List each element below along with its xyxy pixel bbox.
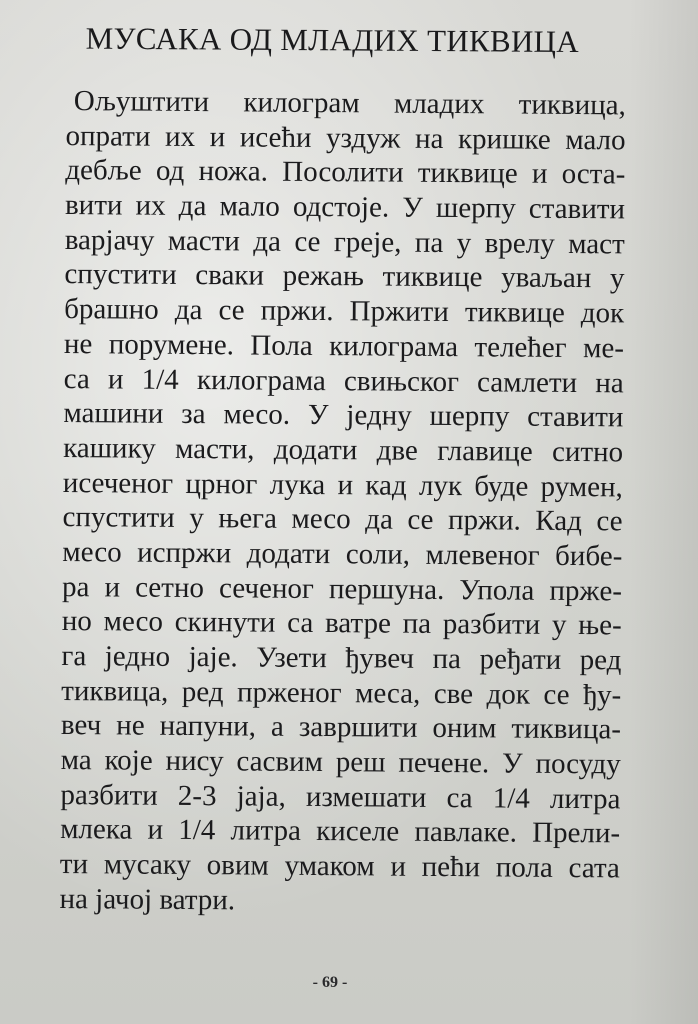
text-line: разбити 2-3 јаја, измешати са 1/4 литра xyxy=(60,778,621,816)
text-line: ма које нису сасвим реш печене. У посуду xyxy=(60,744,621,781)
text-line: ра и сетно сеченог першуна. Упола пржe- xyxy=(61,570,623,608)
text-line: исеченог црног лука и кад лук буде румен, xyxy=(62,466,623,503)
text-line: вити их да мало одстоје. У шерпу ставити xyxy=(64,189,626,226)
page-number: - 69 - xyxy=(312,974,348,991)
text-line: млека и 1/4 литра киселе павлаке. Прели- xyxy=(60,813,621,850)
text-line: дебље од ножа. Посолити тиквице и оста- xyxy=(65,154,626,191)
recipe-title: МУСАКА ОД МЛАДИХ ТИКВИЦА xyxy=(85,20,580,60)
text-line: веч не напуни, а завршити оним тиквица- xyxy=(60,709,622,746)
recipe-body xyxy=(59,84,626,921)
text-line: брашно да се пржи. Пржити тиквице док xyxy=(64,293,625,330)
text-line: Ољуштити килограм младих тиквица, xyxy=(73,85,626,122)
text-line: месо испржи додати соли, млевеног бибе- xyxy=(62,535,623,573)
text-line: на јачој ватри. xyxy=(59,882,236,917)
text-line: тиквица, ред прженог меса, све док се ђу- xyxy=(61,674,622,712)
text-line: ти мусаку овим умаком и пећи пола сата xyxy=(59,848,620,885)
text-line: но месо скинути са ватре па разбити у ње- xyxy=(61,605,622,642)
text-line: спустити сваки режањ тиквице уваљан у xyxy=(64,258,625,295)
text-line: машини за месо. У једну шерпу ставити xyxy=(63,397,624,434)
text-line: спустити у њега месо да се пржи. Кад се xyxy=(62,501,623,538)
text-line: варјачу масти да се греје, па у врелу маст xyxy=(64,223,625,261)
text-line: не порумене. Пола килограма телећег ме- xyxy=(63,327,625,365)
text-line: га једно јаје. Узети ђувеч па ређати ред xyxy=(61,639,622,677)
text-line: са и 1/4 килограма свињског самлети на xyxy=(63,362,624,399)
text-line: опрати их и исећи уздуж на кришке мало xyxy=(65,119,626,157)
text-line: кашику масти, додати две главице ситно xyxy=(63,431,624,469)
